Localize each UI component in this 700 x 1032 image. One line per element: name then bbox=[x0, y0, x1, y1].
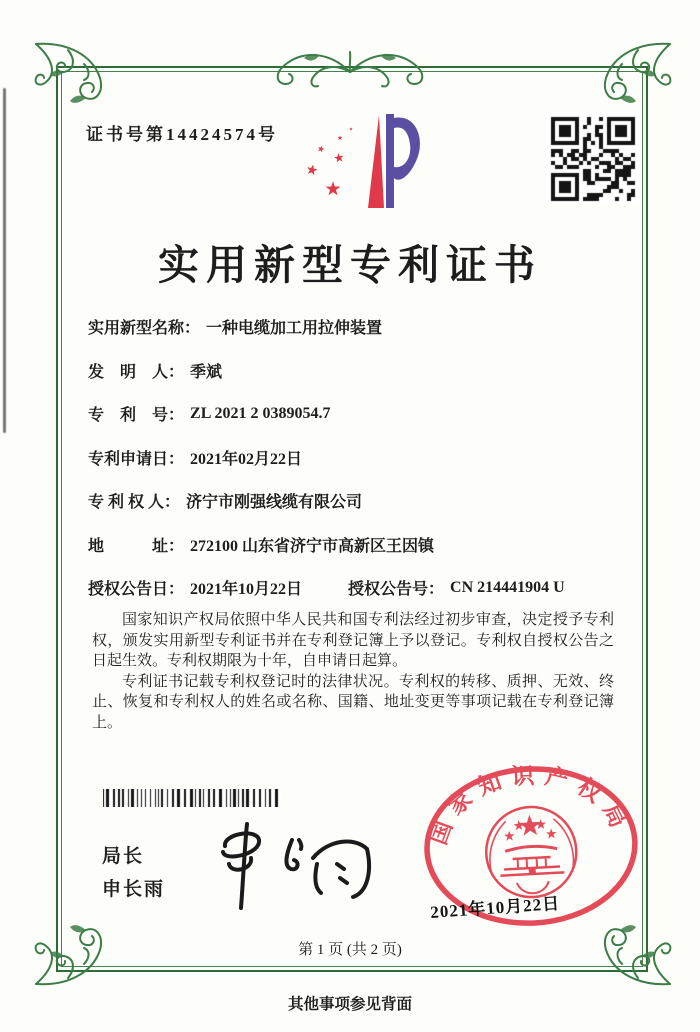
field-row-patent-number bbox=[88, 392, 618, 436]
bibliographic-fields bbox=[88, 305, 618, 610]
legal-paragraph-1: 国家知识产权局依照中华人民共和国专利法经过初步审查，决定授予专利权，颁发实用新型专利证书并在专利登记簿上予以登记。专利权自授权公告之日起生效。专利权期限为十年，自申请日起算。 bbox=[92, 612, 614, 669]
field-label: 专 利 号： bbox=[88, 407, 185, 425]
svg-text:国家知识产权局 bbox=[422, 758, 635, 849]
legal-paragraph-2: 专利证书记载专利权登记时的法律状况。专利权的转移、质押、无效、终止、恢复和专利权人的姓名或名称、国籍、地址变更等事项记载在专利登记簿上。 bbox=[92, 673, 614, 731]
field-row-patentee bbox=[88, 479, 618, 523]
qr-code-icon bbox=[546, 112, 640, 206]
commissioner-name: 申长雨 bbox=[102, 879, 166, 900]
field-value: 济宁市刚强线缆有限公司 bbox=[186, 494, 363, 512]
signature-block bbox=[102, 840, 165, 906]
seal-ring-text: 国家知识产权局 bbox=[425, 762, 635, 848]
field-value: 一种电缆加工用拉伸装置 bbox=[206, 320, 383, 338]
field-label: 地 址： bbox=[88, 537, 185, 555]
field-value: 272100 山东省济宁市高新区王因镇 bbox=[190, 537, 435, 555]
field-label: 实用新型名称： bbox=[88, 320, 201, 338]
legal-text bbox=[92, 610, 614, 733]
field-value: 季斌 bbox=[190, 363, 223, 381]
field-label: 发 明 人： bbox=[88, 363, 185, 381]
field-value: 2021年02月22日 bbox=[190, 450, 303, 468]
grant-date-label: 授权公告日： bbox=[88, 581, 185, 599]
certificate-number: 证书号第14424574号 bbox=[86, 125, 278, 144]
back-side-note: 其他事项参见背面 bbox=[287, 996, 412, 1013]
field-value: ZL 2021 2 0389054.7 bbox=[190, 404, 331, 422]
national-emblem-icon bbox=[484, 805, 579, 900]
field-row-grant bbox=[88, 566, 618, 610]
field-label: 专利申请日： bbox=[88, 450, 185, 468]
field-label: 专 利 权 人： bbox=[88, 494, 181, 512]
certificate-title: 实用新型专利证书 bbox=[158, 242, 542, 288]
grant-number-value: CN 214441904 U bbox=[450, 578, 565, 596]
field-row-filing-date bbox=[88, 436, 618, 480]
field-row-name bbox=[88, 305, 618, 349]
field-row-inventor bbox=[88, 349, 618, 393]
barcode-icon bbox=[103, 789, 281, 807]
cnipa-patent-logo-icon bbox=[294, 112, 424, 217]
page-number: 第 1 页 (共 2 页) bbox=[298, 942, 402, 958]
field-row-address bbox=[88, 523, 618, 567]
grant-date-value: 2021年10月22日 bbox=[190, 581, 303, 599]
seal-date: 2021年10月22日 bbox=[429, 893, 561, 922]
handwritten-signature-icon bbox=[195, 812, 405, 912]
commissioner-title: 局长 bbox=[102, 846, 145, 867]
grant-number-label: 授权公告号： bbox=[348, 581, 445, 599]
